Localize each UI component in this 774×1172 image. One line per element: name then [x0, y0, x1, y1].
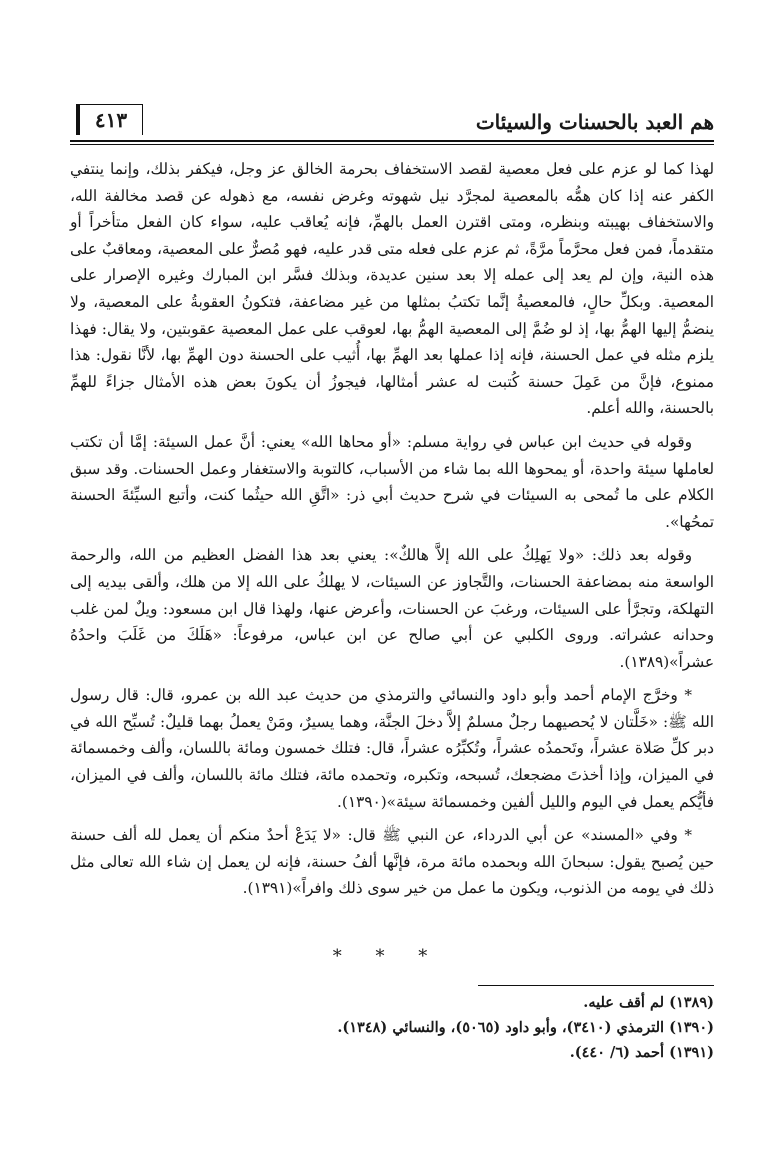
- footnotes: [70, 990, 714, 1065]
- main-text: [70, 156, 714, 909]
- paragraph: لهذا كما لو عزم على فعل معصية لقصد الاستخفاف بحرمة الخالق عز وجل، فيكفر بذلك، وإنما ينتفي الكفر عنه إذا كان همُّه بالمعصية لمجرَّد نيل شهوته وغرض نفسه، مع ذهوله عن قصد مخالفة الله، والاستخفاف بهيبته وبنظره، ومتى اقترن العمل بالهمِّ، فإنه يُعاقب عليه، سواء كان الفعل متأخراً أو متقدماً، فمن فعل محرَّماً مرَّةً، ثم عزم على فعله متى قدر عليه، فهو مُصرٌّ على المعصية، ومعاقبٌ على هذه النية، وإن لم يعد إلى عمله إلا بعد سنين عديدة، وبذلك فسَّر ابن المبارك وغيره الإصرار على المعصية. وبكلِّ حالٍ، فالمعصيةُ إنَّما تكتبُ بمثلها من غير مضاعفة، فتكونُ العقوبةُ على المعصية، ولا ينضمُّ إليها الهمُّ بها، إذ لو ضُمَّ إلى المعصية الهمُّ بها، لعوقب على عمل المعصية عقوبتين، ولا يقال: فهذا يلزم مثله في عمل الحسنة، فإنه إذا عملها بعد الهمِّ بها، أُثيب على الحسنة دون الهمِّ بها، لأنَّا نقول: هذا ممنوع، فإنَّ من عَمِلَ حسنة كُتبت له عشر أمثالها، فيجوزُ أن يكونَ بعض هذه الأمثال جزاءً للهمِّ بالحسنة، والله أعلم.: [70, 160, 714, 418]
- header-rule: [70, 140, 714, 142]
- paragraph: وقوله بعد ذلك: «ولا يَهلِكُ على الله إلاَّ هالكٌ»: يعني بعد هذا الفضل العظيم من الله، والرحمة الواسعة منه بمضاعفة الحسنات، والتَّجاوز عن السيئات، لا يهلكُ على الله إلا من هلك، وألقى بيديه إلى التهلكة، وتجرَّأ على السيئات، ورغبَ عن الحسنات، وأعرض عنها، ولهذا قال ابن مسعود: ويلٌ لمن غلب وحدانه عشراته. وروى الكلبي عن أبي صالح عن ابن عباس، مرفوعاً: «هَلَكَ من غَلَبَ واحدُهُ عشراً»(١٣٨٩).: [70, 546, 714, 671]
- header-rule-thin: [70, 144, 714, 145]
- footnote: (١٣٩١) أحمد (٦/ ٤٤٠).: [569, 1044, 714, 1061]
- running-title: هم العبد بالحسنات والسيئات: [475, 110, 714, 134]
- paragraph: * وخرَّج الإمام أحمد وأبو داود والنسائي والترمذي من حديث عبد الله بن عمرو، قال: قال رسول الله ﷺ: «خَلَّتان لا يُحصيهما رجلٌ مسلمٌ إلاَّ دخلَ الجنَّة، وهما يسيرٌ، ومَنْ يعملُ بهما قليلٌ: تُسبِّح الله في دبر كلِّ صَلاة عشراً، وتَحمدُه عشراً، وتُكبِّرُه عشراً، قال: فتلك خمسون ومائة باللسان، وألف وخمسمائة في الميزان، وإذا أخذتَ مضجعك، تُسبحه، وتكبره، وتحمده مائة، فتلك مائة باللسان، وألف في الميزان، فأيُّكم يعمل في اليوم والليل ألفين وخمسمائة سيئة»(١٣٩٠).: [70, 686, 714, 811]
- paragraph: وقوله في حديث ابن عباس في رواية مسلم: «أو محاها الله» يعني: أنَّ عمل السيئة: إمَّا أن تكتب لعاملها سيئة واحدة، أو يمحوها الله بما شاء من الأسباب، كالتوبة والاستغفار وعمل الحسنات. وقد سبق الكلام على ما تُمحى به السيئات في شرح حديث أبي ذر: «اتَّقِ الله حيثُما كنت، وأتبع السيِّئةَ الحسنة تمحُها».: [70, 432, 714, 531]
- footnote: (١٣٨٩) لم أقف عليه.: [583, 994, 714, 1011]
- footnote-rule: [478, 985, 714, 986]
- section-separator: * * *: [332, 946, 442, 967]
- paragraph: * وفي «المسند» عن أبي الدرداء، عن النبي ﷺ قال: «لا يَدَعْ أحدٌ منكم أن يعمل لله ألف حسنة حين يُصبح يقول: سبحانَ الله وبحمده مائة مرة، فإنَّها ألفُ حسنة، فإنه لن يعمل إن شاء الله تعالى مثل ذلك في يومه من الذنوب، ويكون ما عمل من خير سوى ذلك وافراً»(١٣٩١).: [70, 826, 714, 898]
- footnote: (١٣٩٠) الترمذي (٣٤١٠)، وأبو داود (٥٠٦٥)، والنسائي (١٣٤٨).: [337, 1019, 714, 1036]
- page-number: ٤١٣: [76, 104, 143, 135]
- page-header: [70, 100, 714, 146]
